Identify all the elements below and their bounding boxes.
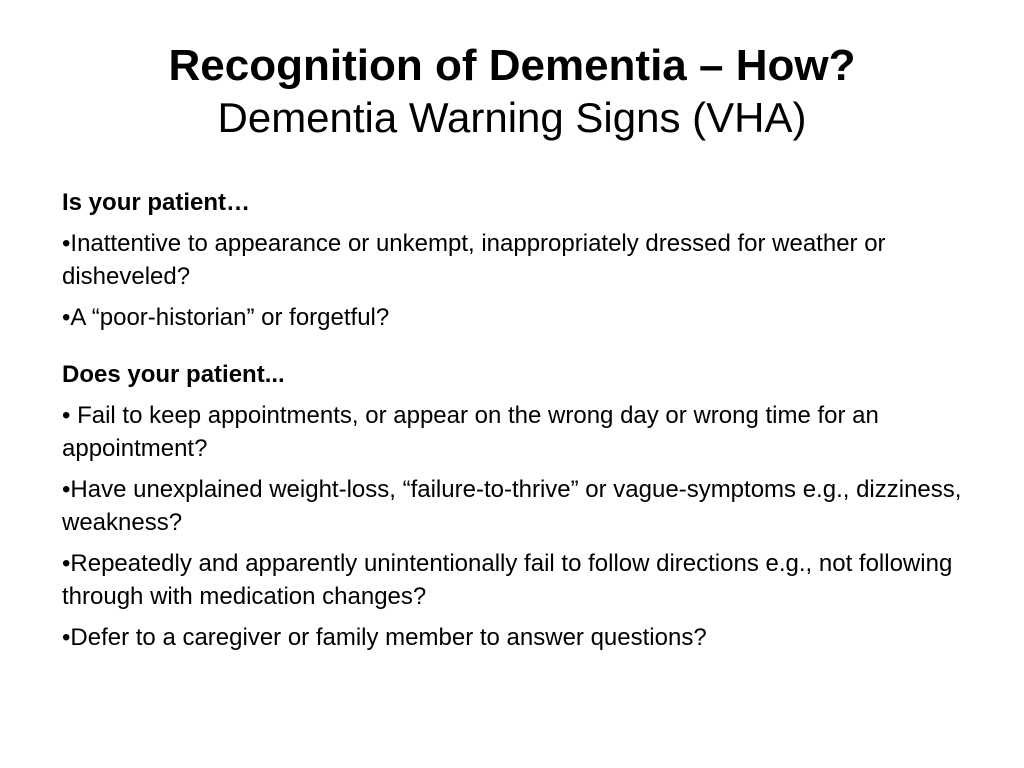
bullet-list-does-your-patient xyxy=(62,399,972,654)
bullet-list-is-your-patient xyxy=(62,227,972,334)
section-heading-is-your-patient: Is your patient… xyxy=(62,189,251,216)
bullet-item: • Fail to keep appointments, or appear on the wrong day or wrong time for an appointment? xyxy=(62,402,879,462)
slide-subtitle: Dementia Warning Signs (VHA) xyxy=(217,94,807,141)
section-divider xyxy=(62,342,972,358)
bullet-item: •Inattentive to appearance or unkempt, inappropriately dressed for weather or disheveled? xyxy=(62,230,886,290)
slide-title: Recognition of Dementia – How? xyxy=(168,41,856,90)
section-heading-does-your-patient: Does your patient... xyxy=(62,361,285,388)
title-block xyxy=(0,40,1024,144)
slide-body xyxy=(62,186,972,662)
bullet-item: •A “poor-historian” or forgetful? xyxy=(62,304,390,331)
bullet-item: •Defer to a caregiver or family member to answer questions? xyxy=(62,624,707,651)
bullet-item: •Repeatedly and apparently unintentionally fail to follow directions e.g., not following through with medication changes? xyxy=(62,550,953,610)
bullet-item: •Have unexplained weight-loss, “failure-to-thrive” or vague-symptoms e.g., dizziness, weakness? xyxy=(62,476,962,536)
